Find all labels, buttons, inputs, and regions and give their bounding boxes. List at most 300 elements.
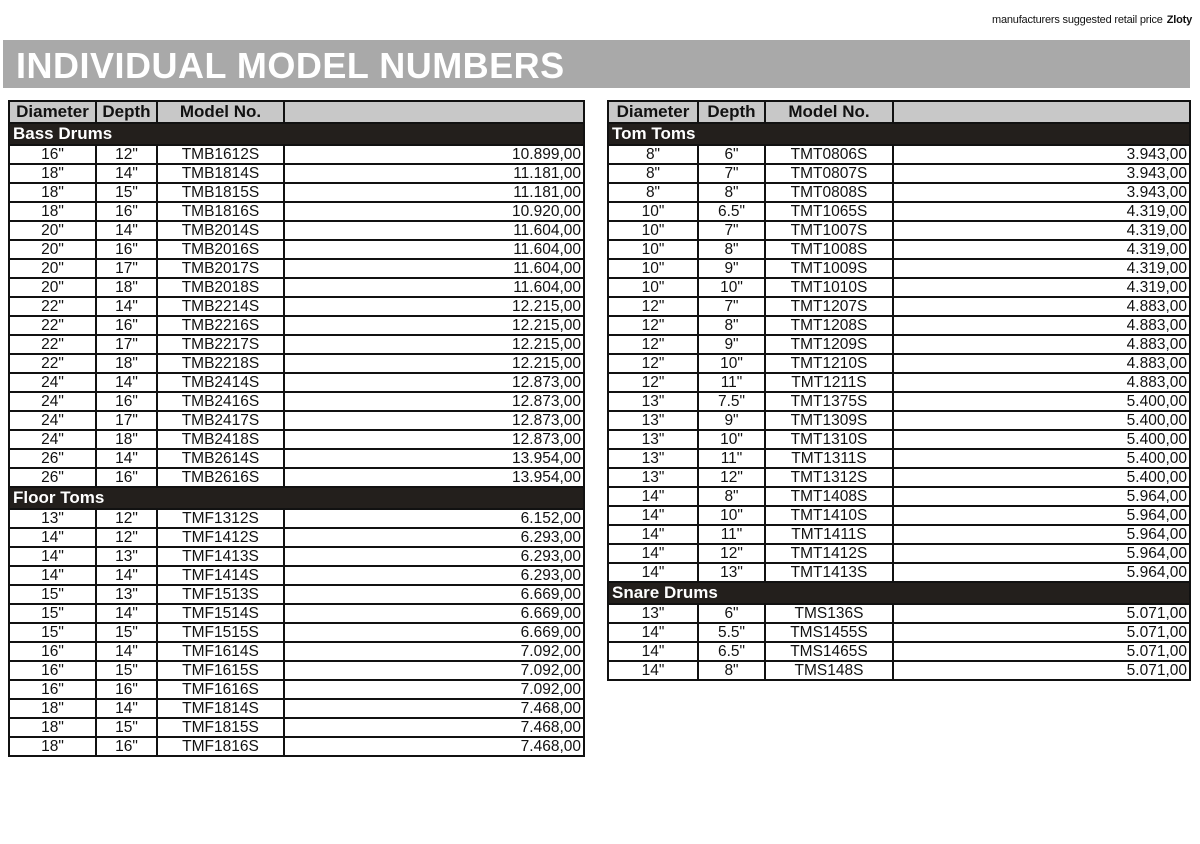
table-row [9,240,584,259]
table-row [9,221,584,240]
diameter-cell: 16" [9,145,96,164]
table-row [608,604,1190,623]
depth-cell: 15" [96,718,157,737]
table-row [608,278,1190,297]
diameter-cell: 14" [9,547,96,566]
price-cell: 11.181,00 [284,164,584,183]
model-cell: TMT1408S [765,487,893,506]
depth-cell: 14" [96,221,157,240]
diameter-cell: 13" [608,604,698,623]
diameter-cell: 13" [608,392,698,411]
table-row [9,335,584,354]
model-cell: TMB2216S [157,316,284,335]
model-cell: TMF1513S [157,585,284,604]
model-cell: TMB2416S [157,392,284,411]
price-cell: 6.152,00 [284,509,584,528]
table-row [608,544,1190,563]
depth-cell: 13" [96,585,157,604]
diameter-cell: 13" [9,509,96,528]
price-cell: 3.943,00 [893,183,1190,202]
table-row [9,316,584,335]
price-cell: 5.964,00 [893,563,1190,582]
price-cell: 6.669,00 [284,585,584,604]
depth-cell: 16" [96,737,157,756]
model-cell: TMB2018S [157,278,284,297]
diameter-cell: 10" [608,240,698,259]
diameter-cell: 13" [608,468,698,487]
depth-cell: 13" [96,547,157,566]
price-cell: 5.071,00 [893,642,1190,661]
depth-cell: 14" [96,373,157,392]
depth-cell: 16" [96,392,157,411]
diameter-cell: 15" [9,585,96,604]
table-row [608,449,1190,468]
depth-cell: 17" [96,411,157,430]
diameter-cell: 14" [9,528,96,547]
model-cell: TMB2614S [157,449,284,468]
depth-cell: 9" [698,259,765,278]
price-cell: 4.883,00 [893,354,1190,373]
depth-cell: 8" [698,183,765,202]
diameter-cell: 22" [9,297,96,316]
price-cell: 4.883,00 [893,335,1190,354]
diameter-cell: 12" [608,297,698,316]
depth-cell: 6.5" [698,642,765,661]
table-row [9,297,584,316]
price-cell: 11.604,00 [284,221,584,240]
price-cell: 4.883,00 [893,316,1190,335]
diameter-cell: 15" [9,623,96,642]
model-cell: TMB2218S [157,354,284,373]
model-cell: TMT1209S [765,335,893,354]
diameter-cell: 20" [9,221,96,240]
diameter-cell: 14" [608,563,698,582]
table-row [9,680,584,699]
table-row [9,392,584,411]
depth-cell: 16" [96,240,157,259]
table-row [608,392,1190,411]
model-cell: TMF1814S [157,699,284,718]
model-cell: TMT1211S [765,373,893,392]
table-row [608,354,1190,373]
depth-cell: 7.5" [698,392,765,411]
model-cell: TMT1208S [765,316,893,335]
price-cell: 13.954,00 [284,449,584,468]
diameter-cell: 22" [9,316,96,335]
price-cell: 11.604,00 [284,259,584,278]
depth-cell: 9" [698,411,765,430]
header-diameter: Diameter [608,101,698,123]
header-price [893,101,1190,123]
diameter-cell: 22" [9,335,96,354]
depth-cell: 15" [96,183,157,202]
table-row [9,604,584,623]
model-cell: TMS136S [765,604,893,623]
diameter-cell: 18" [9,183,96,202]
price-cell: 4.319,00 [893,259,1190,278]
table-row [9,411,584,430]
model-cell: TMT1410S [765,506,893,525]
price-cell: 12.215,00 [284,335,584,354]
price-cell: 12.873,00 [284,430,584,449]
model-cell: TMT1009S [765,259,893,278]
depth-cell: 8" [698,661,765,680]
diameter-cell: 20" [9,240,96,259]
table-row [608,316,1190,335]
diameter-cell: 10" [608,259,698,278]
model-cell: TMF1816S [157,737,284,756]
right-price-table [607,100,1191,681]
depth-cell: 7" [698,164,765,183]
table-row [608,297,1190,316]
price-cell: 4.319,00 [893,240,1190,259]
diameter-cell: 14" [608,487,698,506]
depth-cell: 17" [96,335,157,354]
price-cell: 7.468,00 [284,718,584,737]
diameter-cell: 24" [9,392,96,411]
table-row [608,487,1190,506]
diameter-cell: 16" [9,642,96,661]
table-row [9,354,584,373]
depth-cell: 6" [698,145,765,164]
diameter-cell: 16" [9,680,96,699]
price-cell: 4.319,00 [893,221,1190,240]
model-cell: TMT1412S [765,544,893,563]
depth-cell: 12" [96,145,157,164]
diameter-cell: 20" [9,278,96,297]
table-row [608,430,1190,449]
diameter-cell: 13" [608,430,698,449]
model-cell: TMF1614S [157,642,284,661]
depth-cell: 12" [698,544,765,563]
depth-cell: 16" [96,202,157,221]
price-cell: 7.468,00 [284,737,584,756]
diameter-cell: 14" [608,506,698,525]
depth-cell: 10" [698,430,765,449]
table-row [608,468,1190,487]
header-model: Model No. [157,101,284,123]
depth-cell: 11" [698,373,765,392]
table-row [9,566,584,585]
depth-cell: 16" [96,680,157,699]
depth-cell: 6.5" [698,202,765,221]
model-cell: TMB1815S [157,183,284,202]
title-banner [3,40,1190,88]
diameter-cell: 13" [608,449,698,468]
price-cell: 13.954,00 [284,468,584,487]
diameter-cell: 14" [9,566,96,585]
depth-cell: 12" [96,528,157,547]
price-cell: 5.964,00 [893,506,1190,525]
depth-cell: 6" [698,604,765,623]
model-cell: TMF1515S [157,623,284,642]
section-title: Snare Drums [608,582,1190,604]
left-price-table [8,100,585,757]
diameter-cell: 14" [608,544,698,563]
currency-label: Zloty [1166,14,1192,26]
model-cell: TMF1312S [157,509,284,528]
price-cell: 5.400,00 [893,430,1190,449]
model-cell: TMT1210S [765,354,893,373]
diameter-cell: 8" [608,164,698,183]
diameter-cell: 10" [608,202,698,221]
diameter-cell: 8" [608,183,698,202]
table-row [9,547,584,566]
price-cell: 5.400,00 [893,411,1190,430]
table-row [9,699,584,718]
price-cell: 4.319,00 [893,278,1190,297]
model-cell: TMS148S [765,661,893,680]
price-cell: 3.943,00 [893,145,1190,164]
model-cell: TMF1815S [157,718,284,737]
section-header-row [608,582,1190,604]
table-row [608,642,1190,661]
depth-cell: 17" [96,259,157,278]
depth-cell: 11" [698,525,765,544]
depth-cell: 7" [698,221,765,240]
depth-cell: 10" [698,278,765,297]
depth-cell: 14" [96,297,157,316]
price-cell: 10.899,00 [284,145,584,164]
diameter-cell: 12" [608,316,698,335]
price-cell: 5.964,00 [893,544,1190,563]
table-row [608,202,1190,221]
table-row [608,373,1190,392]
model-cell: TMF1514S [157,604,284,623]
diameter-cell: 12" [608,335,698,354]
table-row [9,468,584,487]
depth-cell: 16" [96,468,157,487]
price-cell: 4.319,00 [893,202,1190,221]
header-depth: Depth [96,101,157,123]
diameter-cell: 18" [9,202,96,221]
depth-cell: 10" [698,506,765,525]
depth-cell: 14" [96,604,157,623]
section-title: Floor Toms [9,487,584,509]
model-cell: TMB1816S [157,202,284,221]
depth-cell: 18" [96,354,157,373]
depth-cell: 18" [96,278,157,297]
section-title: Tom Toms [608,123,1190,145]
price-cell: 7.092,00 [284,661,584,680]
model-cell: TMB1612S [157,145,284,164]
model-cell: TMT1065S [765,202,893,221]
price-cell: 5.964,00 [893,487,1190,506]
model-cell: TMT0808S [765,183,893,202]
table-row [608,164,1190,183]
table-row [9,145,584,164]
right-table-body [608,123,1190,680]
left-table-body [9,123,584,756]
price-cell: 6.293,00 [284,528,584,547]
diameter-cell: 12" [608,373,698,392]
table-row [9,661,584,680]
header-model: Model No. [765,101,893,123]
price-cell: 12.215,00 [284,297,584,316]
model-cell: TMF1412S [157,528,284,547]
diameter-cell: 12" [608,354,698,373]
table-row [608,506,1190,525]
model-cell: TMB2016S [157,240,284,259]
model-cell: TMB2214S [157,297,284,316]
diameter-cell: 10" [608,278,698,297]
table-header-row [9,101,584,123]
price-cell: 6.669,00 [284,623,584,642]
depth-cell: 14" [96,566,157,585]
price-cell: 12.873,00 [284,373,584,392]
model-cell: TMB2014S [157,221,284,240]
price-cell: 12.215,00 [284,316,584,335]
depth-cell: 11" [698,449,765,468]
price-cell: 4.883,00 [893,297,1190,316]
depth-cell: 12" [96,509,157,528]
price-note [992,14,1192,26]
depth-cell: 10" [698,354,765,373]
table-row [9,164,584,183]
table-row [9,183,584,202]
diameter-cell: 20" [9,259,96,278]
diameter-cell: 14" [608,525,698,544]
price-cell: 6.293,00 [284,547,584,566]
model-cell: TMB2217S [157,335,284,354]
depth-cell: 15" [96,661,157,680]
model-cell: TMT1207S [765,297,893,316]
diameter-cell: 13" [608,411,698,430]
diameter-cell: 26" [9,449,96,468]
depth-cell: 8" [698,316,765,335]
price-cell: 5.400,00 [893,449,1190,468]
model-cell: TMT1411S [765,525,893,544]
depth-cell: 8" [698,240,765,259]
section-header-row [9,487,584,509]
model-cell: TMT1413S [765,563,893,582]
price-cell: 12.873,00 [284,411,584,430]
table-row [9,449,584,468]
price-cell: 5.071,00 [893,623,1190,642]
diameter-cell: 22" [9,354,96,373]
price-cell: 5.400,00 [893,392,1190,411]
diameter-cell: 18" [9,737,96,756]
section-title: Bass Drums [9,123,584,145]
model-cell: TMT1310S [765,430,893,449]
diameter-cell: 18" [9,164,96,183]
diameter-cell: 18" [9,699,96,718]
depth-cell: 7" [698,297,765,316]
page-title: INDIVIDUAL MODEL NUMBERS [16,45,565,86]
price-cell: 12.215,00 [284,354,584,373]
table-row [9,202,584,221]
price-cell: 7.468,00 [284,699,584,718]
price-cell: 6.293,00 [284,566,584,585]
depth-cell: 5.5" [698,623,765,642]
price-cell: 6.669,00 [284,604,584,623]
table-row [608,525,1190,544]
table-row [608,240,1190,259]
depth-cell: 15" [96,623,157,642]
diameter-cell: 24" [9,373,96,392]
price-cell: 12.873,00 [284,392,584,411]
diameter-cell: 14" [608,642,698,661]
model-cell: TMT1375S [765,392,893,411]
depth-cell: 9" [698,335,765,354]
model-cell: TMS1465S [765,642,893,661]
model-cell: TMT1010S [765,278,893,297]
price-cell: 11.181,00 [284,183,584,202]
price-cell: 5.964,00 [893,525,1190,544]
diameter-cell: 24" [9,430,96,449]
table-row [9,278,584,297]
price-cell: 3.943,00 [893,164,1190,183]
model-cell: TMT1007S [765,221,893,240]
depth-cell: 16" [96,316,157,335]
table-row [608,661,1190,680]
depth-cell: 12" [698,468,765,487]
table-row [9,737,584,756]
diameter-cell: 18" [9,718,96,737]
table-row [608,259,1190,278]
section-header-row [608,123,1190,145]
model-cell: TMT1309S [765,411,893,430]
diameter-cell: 15" [9,604,96,623]
price-cell: 11.604,00 [284,278,584,297]
model-cell: TMB1814S [157,164,284,183]
diameter-cell: 10" [608,221,698,240]
depth-cell: 14" [96,642,157,661]
model-cell: TMT0807S [765,164,893,183]
model-cell: TMF1616S [157,680,284,699]
model-cell: TMT0806S [765,145,893,164]
price-cell: 7.092,00 [284,642,584,661]
price-note-text: manufacturers suggested retail price [991,14,1163,26]
table-row [9,623,584,642]
depth-cell: 14" [96,699,157,718]
model-cell: TMB2017S [157,259,284,278]
diameter-cell: 14" [608,623,698,642]
table-row [608,411,1190,430]
table-row [608,563,1190,582]
table-row [608,221,1190,240]
table-row [608,623,1190,642]
price-cell: 4.883,00 [893,373,1190,392]
price-cell: 11.604,00 [284,240,584,259]
model-cell: TMB2417S [157,411,284,430]
table-row [608,335,1190,354]
model-cell: TMF1615S [157,661,284,680]
model-cell: TMB2418S [157,430,284,449]
header-diameter: Diameter [9,101,96,123]
depth-cell: 8" [698,487,765,506]
table-row [9,430,584,449]
price-cell: 5.071,00 [893,604,1190,623]
table-row [9,718,584,737]
table-row [608,145,1190,164]
table-row [608,183,1190,202]
model-cell: TMB2414S [157,373,284,392]
table-row [9,509,584,528]
diameter-cell: 14" [608,661,698,680]
depth-cell: 13" [698,563,765,582]
table-row [9,528,584,547]
depth-cell: 14" [96,164,157,183]
diameter-cell: 16" [9,661,96,680]
table-row [9,373,584,392]
diameter-cell: 8" [608,145,698,164]
model-cell: TMT1312S [765,468,893,487]
price-cell: 7.092,00 [284,680,584,699]
section-header-row [9,123,584,145]
table-header-row [608,101,1190,123]
price-cell: 5.400,00 [893,468,1190,487]
